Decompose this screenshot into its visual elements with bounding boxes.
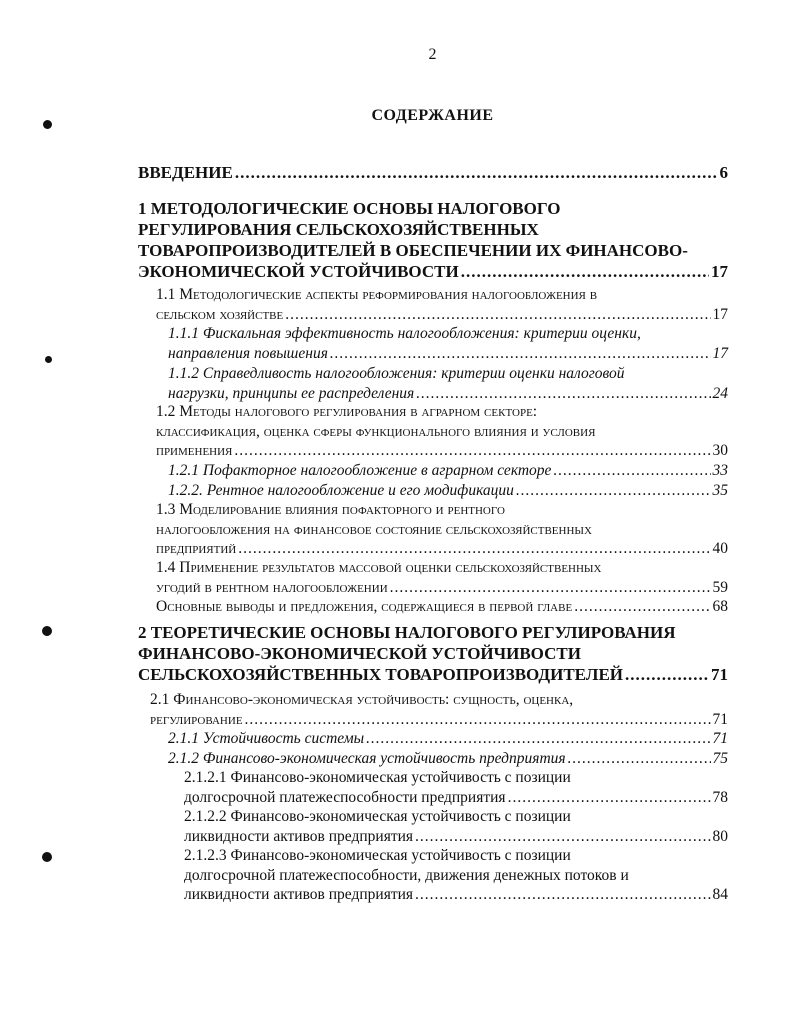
toc-entry-line: долгосрочной платежеспособности, движения денежных потоков и [184, 866, 629, 884]
toc-entry-section-1-3[interactable] [156, 500, 728, 559]
toc-entry-page: 24 [712, 384, 728, 402]
toc-entry-line: налогообложения на финансовое состояние сельскохозяйственных [156, 520, 592, 538]
toc-entry-section-2-1[interactable] [150, 690, 728, 729]
toc-entry-page: 84 [712, 886, 728, 903]
toc-entry-text: Основные выводы и предложения, содержащиеся в первой главе [156, 598, 573, 615]
leader-dots [330, 344, 711, 364]
toc-entry-text: 1.2.2. Рентное налогообложение и его модификации [168, 482, 514, 499]
leader-dots [568, 749, 711, 769]
toc-entry-subsection-1-1-2[interactable] [168, 364, 728, 403]
toc-entry-text: предприятий [156, 540, 237, 557]
toc-entry-line: 1.1 Методологические аспекты реформирования налогообложения в [156, 286, 598, 303]
toc-entry-page: 40 [712, 540, 728, 557]
toc-entry-page: 80 [712, 827, 728, 845]
toc-entry-page: 33 [712, 462, 728, 479]
toc-entry-subsection-2-1-2-2[interactable] [184, 807, 728, 846]
toc-entry-line: 2.1.2.1 Финансово-экономическая устойчивость с позиции [184, 769, 571, 786]
toc-entry-line: ФИНАНСОВО-ЭКОНОМИЧЕСКОЙ УСТОЙЧИВОСТИ [138, 644, 581, 663]
leader-dots [416, 384, 710, 404]
page-number: 2 [428, 46, 437, 63]
leader-dots [366, 729, 710, 749]
leader-dots [415, 885, 710, 905]
toc-entry-subsection-1-1-1[interactable] [168, 324, 728, 363]
leader-dots [461, 261, 709, 282]
toc-entry-text: регулирование [150, 710, 243, 728]
toc-entry-line: 1.1.1 Фискальная эффективность налогообложения: критерии оценки, [168, 325, 641, 342]
toc-entry-chapter-1[interactable] [138, 198, 728, 282]
leader-dots [508, 788, 711, 808]
toc-entry-line: 2.1 Финансово-экономическая устойчивость: сущность, оценка, [150, 691, 574, 708]
toc-entry-subsection-2-1-2-3[interactable] [184, 846, 728, 905]
toc-entry-subsection-2-1-1[interactable] [168, 729, 728, 749]
toc-entry-subsection-1-2-2[interactable] [168, 481, 728, 501]
toc-entry-line: РЕГУЛИРОВАНИЯ СЕЛЬСКОХОЗЯЙСТВЕННЫХ [138, 220, 539, 239]
toc-entry-text: ВВЕДЕНИЕ [138, 163, 233, 182]
toc-entry-text: СЕЛЬСКОХОЗЯЙСТВЕННЫХ ТОВАРОПРОИЗВОДИТЕЛЕЙ [138, 665, 624, 684]
leader-dots [234, 441, 710, 461]
toc-entry-text: 2.1.2 Финансово-экономическая устойчивость предприятия [168, 750, 566, 767]
leader-dots [390, 578, 711, 598]
toc-entry-line: 1.3 Моделирование влияния пофакторного и рентного [156, 501, 505, 518]
toc-entry-page: 17 [712, 344, 728, 362]
leader-dots [415, 827, 710, 847]
toc-entry-page: 75 [712, 750, 728, 767]
toc-entry-line: 2.1.2.3 Финансово-экономическая устойчивость с позиции [184, 847, 571, 864]
leader-dots [625, 664, 709, 685]
toc-entry-text: ликвидности активов предприятия [184, 827, 414, 845]
toc-entry-text: 1.2.1 Пофакторное налогообложение в аграрном секторе [168, 462, 552, 479]
toc-entry-section-1-4[interactable] [156, 558, 728, 597]
toc-entry-page: 30 [712, 442, 728, 459]
leader-dots [238, 539, 710, 559]
toc-entry-line: 2 ТЕОРЕТИЧЕСКИЕ ОСНОВЫ НАЛОГОВОГО РЕГУЛИРОВАНИЯ [138, 623, 676, 642]
toc-entry-text: 2.1.1 Устойчивость системы [168, 730, 365, 747]
toc-entry-text: применения [156, 442, 233, 459]
toc-entry-page: 35 [712, 482, 728, 499]
toc-entry-line: классификация, оценка сферы функционального влияния и условия [156, 422, 596, 440]
toc-entry-line: ТОВАРОПРОИЗВОДИТЕЛЕЙ В ОБЕСПЕЧЕНИИ ИХ ФИНАНСОВО- [138, 241, 688, 260]
leader-dots [245, 710, 711, 730]
toc-entry-subsection-2-1-2[interactable] [168, 749, 728, 769]
toc-entry-page: 17 [712, 305, 728, 323]
toc-entry-subsection-2-1-2-1[interactable] [184, 768, 728, 807]
toc-entry-chapter-2[interactable] [138, 622, 728, 685]
toc-entry-subsection-1-2-1[interactable] [168, 461, 728, 481]
toc-entry-chapter-1-conclusions[interactable] [156, 597, 728, 617]
toc-title: СОДЕРЖАНИЕ [371, 107, 494, 124]
toc-entry-line: 1 МЕТОДОЛОГИЧЕСКИЕ ОСНОВЫ НАЛОГОВОГО [138, 199, 561, 218]
toc-entry-text: сельском хозяйстве [156, 305, 284, 323]
toc-entry-page: 71 [712, 710, 728, 728]
leader-dots [553, 461, 710, 481]
toc-entry-page: 6 [719, 163, 728, 182]
leader-dots [235, 162, 718, 183]
toc-entry-text: долгосрочной платежеспособности предприятия [184, 788, 506, 806]
leader-dots [574, 597, 710, 617]
toc-entry-page: 78 [712, 788, 728, 806]
toc-entry-text: нагрузки, принципы ее распределения [168, 384, 415, 402]
leader-dots [285, 305, 710, 325]
toc-entry-text: ЭКОНОМИЧЕСКОЙ УСТОЙЧИВОСТИ [138, 262, 459, 281]
toc-entry-text: направления повышения [168, 344, 328, 362]
toc-entry-page: 68 [712, 598, 728, 615]
toc-entry-intro[interactable] [138, 162, 728, 183]
toc-entry-text: ликвидности активов предприятия [184, 886, 414, 903]
toc-entry-section-1-1[interactable] [156, 285, 728, 324]
toc-entry-page: 59 [712, 578, 728, 596]
toc-entry-section-1-2[interactable] [156, 402, 728, 461]
toc-entry-text: угодий в рентном налогообложении [156, 578, 388, 596]
toc-entry-page: 71 [711, 665, 728, 684]
toc-entry-page: 71 [712, 730, 728, 747]
toc-entry-line: 1.1.2 Справедливость налогообложения: критерии оценки налоговой [168, 365, 625, 382]
toc-entry-line: 1.2 Методы налогового регулирования в аграрном секторе: [156, 403, 538, 420]
toc-entry-line: 2.1.2.2 Финансово-экономическая устойчивость с позиции [184, 808, 571, 825]
toc-entry-line: 1.4 Применение результатов массовой оценки сельскохозяйственных [156, 559, 602, 576]
leader-dots [516, 481, 711, 501]
toc-entry-page: 17 [711, 262, 728, 281]
